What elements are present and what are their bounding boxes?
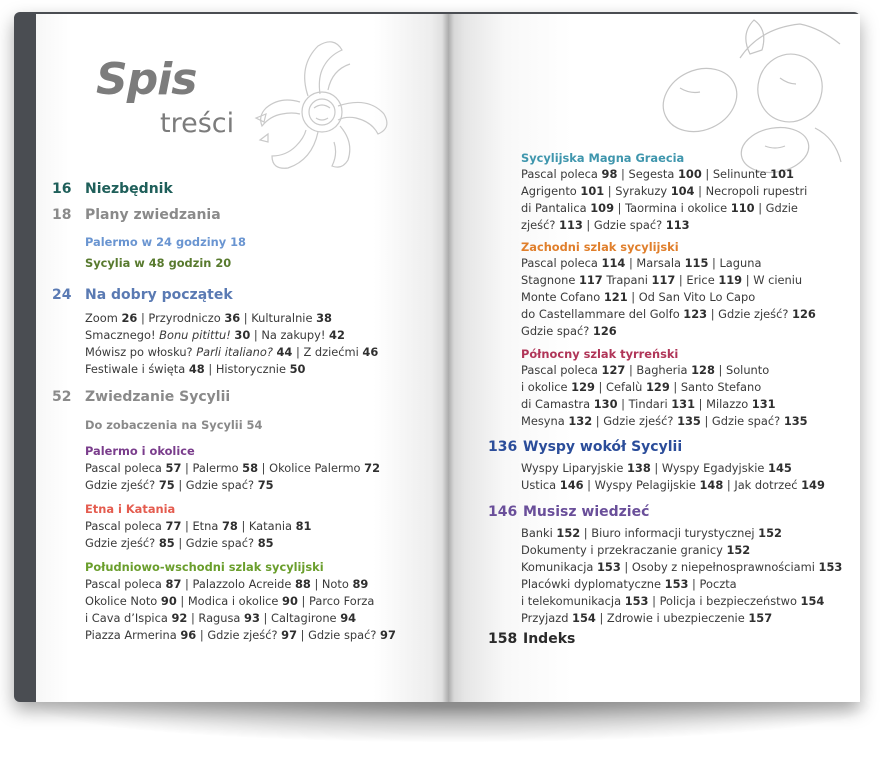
- toc-line: i okolice 129 | Cefalù 129 | Santo Stefano: [521, 380, 762, 394]
- toc-line: Gdzie zjeść? 75 | Gdzie spać? 75: [85, 478, 274, 492]
- toc-line: Pascal poleca 98 | Segesta 100 | Selinunte 101: [521, 167, 794, 181]
- toc-line: Ustica 146 | Wyspy Pelagijskie 148 | Jak dotrzeć 149: [521, 478, 825, 492]
- toc-line: Okolice Noto 90 | Modica i okolice 90 | Parco Forza: [85, 594, 375, 608]
- toc-line: Pascal poleca 127 | Bagheria 128 | Solunto: [521, 363, 770, 377]
- trinacria-illustration: [230, 30, 400, 180]
- toc-line: i telekomunikacja 153 | Policja i bezpieczeństwo 154: [521, 594, 825, 608]
- subsection-polnocny-szlak[interactable]: Północny szlak tyrreński: [521, 347, 679, 361]
- section-number: 24: [52, 287, 72, 303]
- toc-line: Pascal poleca 57 | Palermo 58 | Okolice Palermo 72: [85, 461, 380, 475]
- section-title-musisz-wiedziec[interactable]: Musisz wiedzieć: [523, 504, 650, 520]
- toc-line: Agrigento 101 | Syrakuzy 104 | Necropoli rupestri: [521, 184, 808, 198]
- section-title-wyspy[interactable]: Wyspy wokół Sycylii: [523, 439, 683, 455]
- subsection-magna-graecia[interactable]: Sycylijska Magna Graecia: [521, 151, 685, 165]
- toc-line: di Camastra 130 | Tindari 131 | Milazzo 131: [521, 397, 776, 411]
- section-number: 52: [52, 389, 72, 405]
- subsection-palermo-okolice[interactable]: Palermo i okolice: [85, 444, 195, 458]
- book-gutter: [442, 14, 454, 702]
- section-title-indeks[interactable]: Indeks: [523, 631, 576, 647]
- section-title-zwiedzanie[interactable]: Zwiedzanie Sycylii: [85, 389, 231, 405]
- toc-line: Pascal poleca 87 | Palazzolo Acreide 88 | Noto 89: [85, 577, 369, 591]
- toc-line: Banki 152 | Biuro informacji turystycznej 152: [521, 526, 782, 540]
- toc-title-tresci: treści: [160, 108, 235, 139]
- subsection-palermo-24[interactable]: Palermo w 24 godziny 18: [85, 235, 246, 249]
- toc-line: Festiwale i święta 48 | Historycznie 50: [85, 362, 306, 376]
- subsection-poludniowo-wschodni[interactable]: Południowo-wschodni szlak sycylijski: [85, 560, 324, 574]
- toc-line: Monte Cofano 121 | Od San Vito Lo Capo: [521, 290, 756, 304]
- toc-line: Pascal poleca 114 | Marsala 115 | Laguna: [521, 256, 762, 270]
- toc-line: Piazza Armerina 96 | Gdzie zjeść? 97 | Gdzie spać? 97: [85, 628, 396, 642]
- toc-line: Smacznego! Bonu pitittu! 30 | Na zakupy! 42: [85, 328, 345, 342]
- subsection-etna-katania[interactable]: Etna i Katania: [85, 502, 176, 516]
- toc-line: do Castellammare del Golfo 123 | Gdzie zjeść? 126: [521, 307, 816, 321]
- toc-line: Gdzie zjeść? 85 | Gdzie spać? 85: [85, 536, 274, 550]
- section-number: 158: [488, 631, 518, 647]
- section-title-na-dobry-poczatek[interactable]: Na dobry początek: [85, 287, 233, 303]
- subsection-sycylia-48[interactable]: Sycylia w 48 godzin 20: [85, 256, 232, 270]
- toc-line: Placówki dyplomatyczne 153 | Poczta: [521, 577, 737, 591]
- section-title-niezbednik[interactable]: Niezbędnik: [85, 181, 173, 197]
- toc-line: di Pantalica 109 | Taormina i okolice 110 | Gdzie: [521, 201, 798, 215]
- toc-line: Gdzie spać? 126: [521, 324, 617, 338]
- toc-line: Dokumenty i przekraczanie granicy 152: [521, 543, 751, 557]
- section-number: 136: [488, 439, 518, 455]
- toc-title-spis: Spis: [96, 54, 197, 105]
- toc-line: Zoom 26 | Przyrodniczo 36 | Kulturalnie 38: [85, 311, 332, 325]
- toc-line: Stagnone 117 Trapani 117 | Erice 119 | W cieniu: [521, 273, 803, 287]
- section-title-plany[interactable]: Plany zwiedzania: [85, 207, 221, 223]
- toc-line: Mówisz po włosku? Parli italiano? 44 | Z dziećmi 46: [85, 345, 379, 359]
- subsection-zachodni-szlak[interactable]: Zachodni szlak sycylijski: [521, 240, 679, 254]
- toc-line: Wyspy Liparyjskie 138 | Wyspy Egadyjskie 145: [521, 461, 792, 475]
- toc-line: Przyjazd 154 | Zdrowie i ubezpieczenie 157: [521, 611, 773, 625]
- subsection-do-zobaczenia[interactable]: Do zobaczenia na Sycylii 54: [85, 418, 263, 432]
- toc-line: zjeść? 113 | Gdzie spać? 113: [521, 218, 690, 232]
- toc-line: Mesyna 132 | Gdzie zjeść? 135 | Gdzie spać? 135: [521, 414, 808, 428]
- section-number: 18: [52, 207, 72, 223]
- section-number: 16: [52, 181, 72, 197]
- toc-line: i Cava d’Ispica 92 | Ragusa 93 | Caltagirone 94: [85, 611, 357, 625]
- section-number: 146: [488, 504, 518, 520]
- toc-line: Pascal poleca 77 | Etna 78 | Katania 81: [85, 519, 312, 533]
- toc-line: Komunikacja 153 | Osoby z niepełnosprawnościami 153: [521, 560, 843, 574]
